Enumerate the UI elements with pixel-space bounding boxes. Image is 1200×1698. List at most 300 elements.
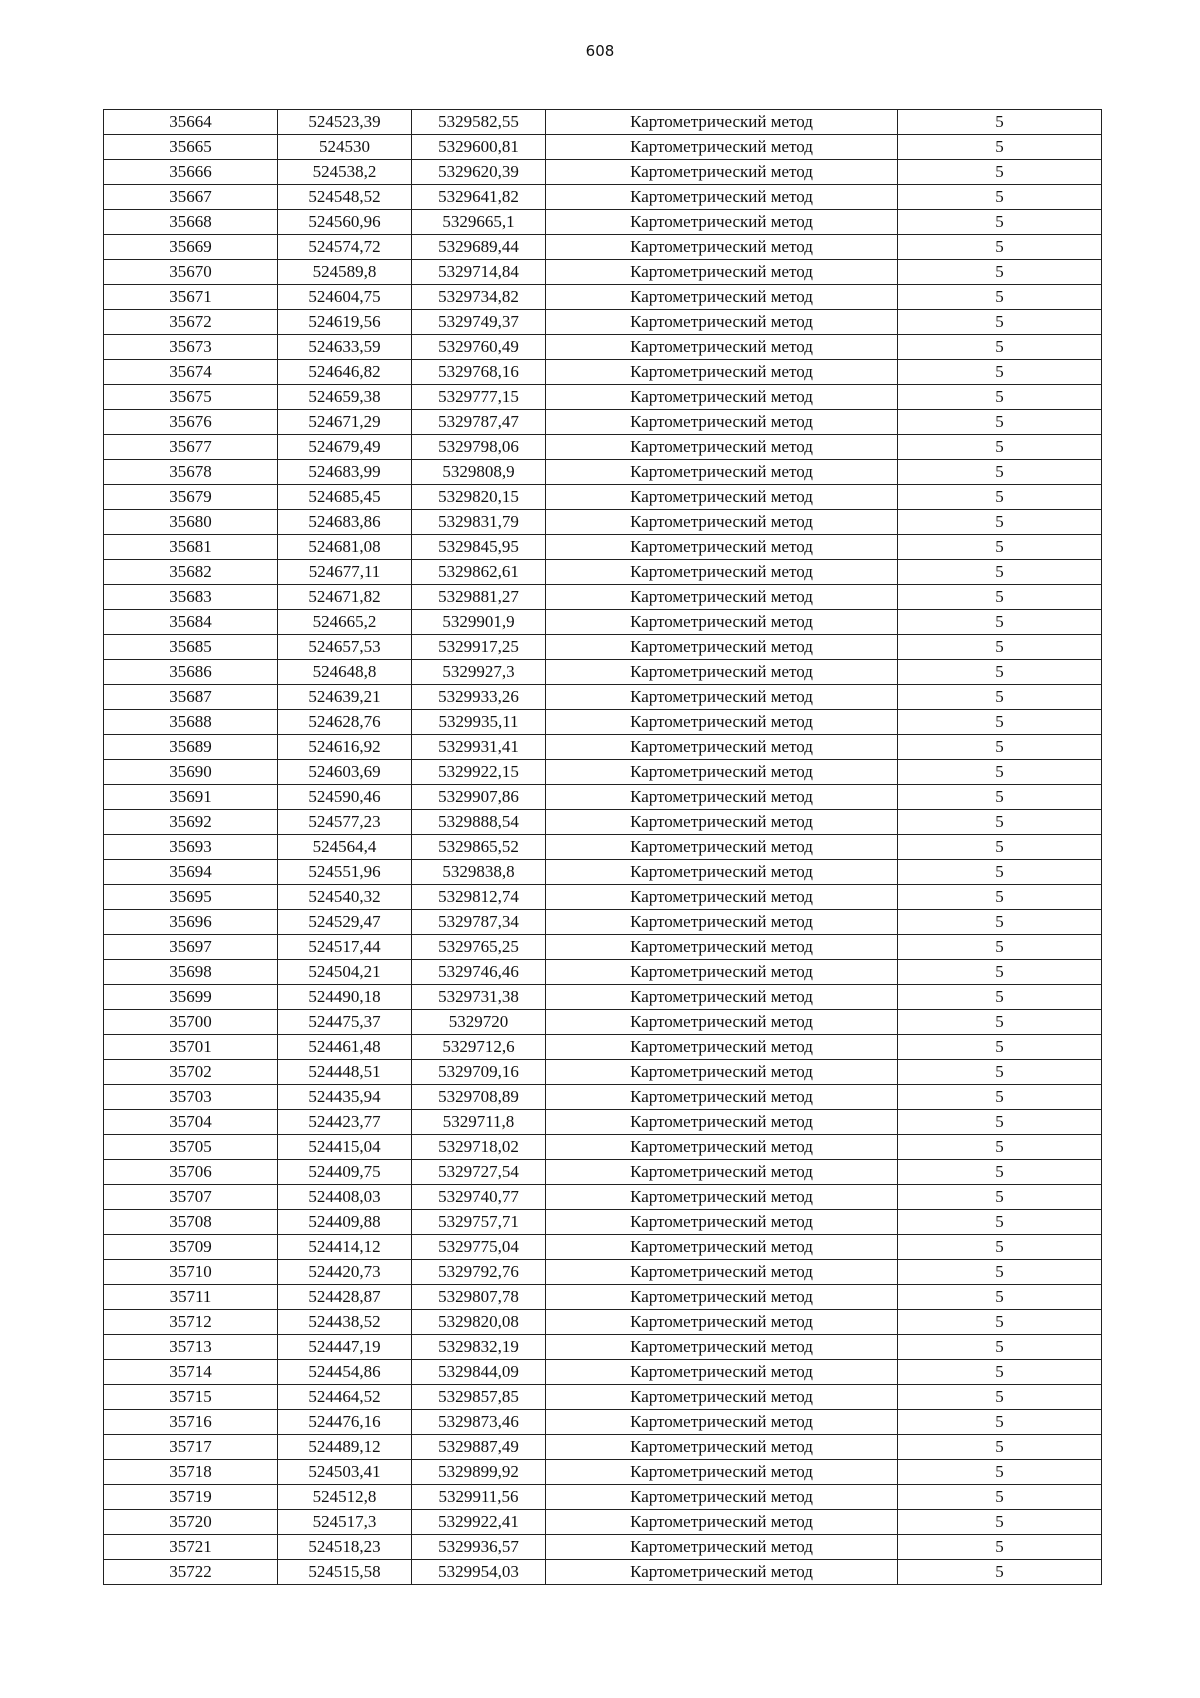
accuracy-cell: 5: [898, 1460, 1102, 1485]
y-coordinate-cell: 5329927,3: [412, 660, 546, 685]
table-row: [104, 185, 1102, 210]
method-cell: Картометрический метод: [546, 1210, 898, 1235]
accuracy-cell: 5: [898, 460, 1102, 485]
point-number-cell: 35715: [104, 1385, 278, 1410]
point-number-cell: 35673: [104, 335, 278, 360]
table-row: [104, 1310, 1102, 1335]
method-cell: Картометрический метод: [546, 135, 898, 160]
table-row: [104, 1535, 1102, 1560]
point-number-cell: 35664: [104, 110, 278, 135]
table-row: [104, 960, 1102, 985]
table-row: [104, 460, 1102, 485]
point-number-cell: 35670: [104, 260, 278, 285]
table-row: [104, 410, 1102, 435]
y-coordinate-cell: 5329689,44: [412, 235, 546, 260]
point-number-cell: 35718: [104, 1460, 278, 1485]
method-cell: Картометрический метод: [546, 360, 898, 385]
table-row: [104, 1560, 1102, 1585]
table-row: [104, 1510, 1102, 1535]
y-coordinate-cell: 5329787,47: [412, 410, 546, 435]
point-number-cell: 35675: [104, 385, 278, 410]
y-coordinate-cell: 5329620,39: [412, 160, 546, 185]
method-cell: Картометрический метод: [546, 510, 898, 535]
method-cell: Картометрический метод: [546, 1335, 898, 1360]
accuracy-cell: 5: [898, 660, 1102, 685]
table-row: [104, 1260, 1102, 1285]
y-coordinate-cell: 5329731,38: [412, 985, 546, 1010]
table-row: [104, 360, 1102, 385]
table-row: [104, 985, 1102, 1010]
accuracy-cell: 5: [898, 1485, 1102, 1510]
method-cell: Картометрический метод: [546, 1410, 898, 1435]
method-cell: Картометрический метод: [546, 1310, 898, 1335]
x-coordinate-cell: 524574,72: [278, 235, 412, 260]
point-number-cell: 35696: [104, 910, 278, 935]
method-cell: Картометрический метод: [546, 1235, 898, 1260]
method-cell: Картометрический метод: [546, 1110, 898, 1135]
accuracy-cell: 5: [898, 110, 1102, 135]
table-row: [104, 560, 1102, 585]
accuracy-cell: 5: [898, 1110, 1102, 1135]
accuracy-cell: 5: [898, 360, 1102, 385]
accuracy-cell: 5: [898, 635, 1102, 660]
point-number-cell: 35711: [104, 1285, 278, 1310]
y-coordinate-cell: 5329838,8: [412, 860, 546, 885]
accuracy-cell: 5: [898, 1285, 1102, 1310]
accuracy-cell: 5: [898, 210, 1102, 235]
x-coordinate-cell: 524490,18: [278, 985, 412, 1010]
point-number-cell: 35678: [104, 460, 278, 485]
x-coordinate-cell: 524657,53: [278, 635, 412, 660]
method-cell: Картометрический метод: [546, 1260, 898, 1285]
table-row: [104, 1085, 1102, 1110]
point-number-cell: 35668: [104, 210, 278, 235]
table-row: [104, 160, 1102, 185]
y-coordinate-cell: 5329708,89: [412, 1085, 546, 1110]
x-coordinate-cell: 524504,21: [278, 960, 412, 985]
accuracy-cell: 5: [898, 860, 1102, 885]
accuracy-cell: 5: [898, 335, 1102, 360]
point-number-cell: 35665: [104, 135, 278, 160]
table-row: [104, 1160, 1102, 1185]
point-number-cell: 35695: [104, 885, 278, 910]
accuracy-cell: 5: [898, 1010, 1102, 1035]
table-row: [104, 310, 1102, 335]
x-coordinate-cell: 524518,23: [278, 1535, 412, 1560]
point-number-cell: 35701: [104, 1035, 278, 1060]
accuracy-cell: 5: [898, 1435, 1102, 1460]
x-coordinate-cell: 524639,21: [278, 685, 412, 710]
y-coordinate-cell: 5329582,55: [412, 110, 546, 135]
y-coordinate-cell: 5329931,41: [412, 735, 546, 760]
accuracy-cell: 5: [898, 1035, 1102, 1060]
accuracy-cell: 5: [898, 910, 1102, 935]
table-row: [104, 585, 1102, 610]
accuracy-cell: 5: [898, 235, 1102, 260]
method-cell: Картометрический метод: [546, 860, 898, 885]
method-cell: Картометрический метод: [546, 585, 898, 610]
y-coordinate-cell: 5329792,76: [412, 1260, 546, 1285]
x-coordinate-cell: 524448,51: [278, 1060, 412, 1085]
method-cell: Картометрический метод: [546, 1560, 898, 1585]
y-coordinate-cell: 5329712,6: [412, 1035, 546, 1060]
y-coordinate-cell: 5329798,06: [412, 435, 546, 460]
y-coordinate-cell: 5329808,9: [412, 460, 546, 485]
y-coordinate-cell: 5329709,16: [412, 1060, 546, 1085]
y-coordinate-cell: 5329954,03: [412, 1560, 546, 1585]
method-cell: Картометрический метод: [546, 535, 898, 560]
table-body: [104, 110, 1102, 1585]
point-number-cell: 35672: [104, 310, 278, 335]
x-coordinate-cell: 524414,12: [278, 1235, 412, 1260]
accuracy-cell: 5: [898, 510, 1102, 535]
point-number-cell: 35676: [104, 410, 278, 435]
x-coordinate-cell: 524420,73: [278, 1260, 412, 1285]
x-coordinate-cell: 524589,8: [278, 260, 412, 285]
table-row: [104, 1060, 1102, 1085]
x-coordinate-cell: 524409,88: [278, 1210, 412, 1235]
accuracy-cell: 5: [898, 1085, 1102, 1110]
y-coordinate-cell: 5329832,19: [412, 1335, 546, 1360]
method-cell: Картометрический метод: [546, 410, 898, 435]
point-number-cell: 35690: [104, 760, 278, 785]
y-coordinate-cell: 5329765,25: [412, 935, 546, 960]
table-row: [104, 210, 1102, 235]
accuracy-cell: 5: [898, 1135, 1102, 1160]
y-coordinate-cell: 5329831,79: [412, 510, 546, 535]
accuracy-cell: 5: [898, 610, 1102, 635]
method-cell: Картометрический метод: [546, 1435, 898, 1460]
x-coordinate-cell: 524515,58: [278, 1560, 412, 1585]
y-coordinate-cell: 5329857,85: [412, 1385, 546, 1410]
accuracy-cell: 5: [898, 160, 1102, 185]
method-cell: Картометрический метод: [546, 1460, 898, 1485]
y-coordinate-cell: 5329936,57: [412, 1535, 546, 1560]
x-coordinate-cell: 524476,16: [278, 1410, 412, 1435]
accuracy-cell: 5: [898, 960, 1102, 985]
accuracy-cell: 5: [898, 485, 1102, 510]
x-coordinate-cell: 524408,03: [278, 1185, 412, 1210]
method-cell: Картометрический метод: [546, 910, 898, 935]
point-number-cell: 35708: [104, 1210, 278, 1235]
accuracy-cell: 5: [898, 685, 1102, 710]
y-coordinate-cell: 5329734,82: [412, 285, 546, 310]
point-number-cell: 35699: [104, 985, 278, 1010]
y-coordinate-cell: 5329899,92: [412, 1460, 546, 1485]
table-row: [104, 760, 1102, 785]
method-cell: Картометрический метод: [546, 310, 898, 335]
point-number-cell: 35720: [104, 1510, 278, 1535]
accuracy-cell: 5: [898, 410, 1102, 435]
method-cell: Картометрический метод: [546, 160, 898, 185]
y-coordinate-cell: 5329845,95: [412, 535, 546, 560]
y-coordinate-cell: 5329933,26: [412, 685, 546, 710]
y-coordinate-cell: 5329917,25: [412, 635, 546, 660]
y-coordinate-cell: 5329600,81: [412, 135, 546, 160]
accuracy-cell: 5: [898, 1535, 1102, 1560]
y-coordinate-cell: 5329862,61: [412, 560, 546, 585]
point-number-cell: 35704: [104, 1110, 278, 1135]
method-cell: Картометрический метод: [546, 610, 898, 635]
method-cell: Картометрический метод: [546, 335, 898, 360]
table-row: [104, 1235, 1102, 1260]
table-row: [104, 710, 1102, 735]
accuracy-cell: 5: [898, 1410, 1102, 1435]
x-coordinate-cell: 524464,52: [278, 1385, 412, 1410]
table-row: [104, 1035, 1102, 1060]
method-cell: Картометрический метод: [546, 485, 898, 510]
point-number-cell: 35697: [104, 935, 278, 960]
method-cell: Картометрический метод: [546, 960, 898, 985]
x-coordinate-cell: 524551,96: [278, 860, 412, 885]
method-cell: Картометрический метод: [546, 985, 898, 1010]
method-cell: Картометрический метод: [546, 835, 898, 860]
accuracy-cell: 5: [898, 260, 1102, 285]
table-row: [104, 1360, 1102, 1385]
accuracy-cell: 5: [898, 185, 1102, 210]
accuracy-cell: 5: [898, 135, 1102, 160]
method-cell: Картометрический метод: [546, 260, 898, 285]
y-coordinate-cell: 5329807,78: [412, 1285, 546, 1310]
accuracy-cell: 5: [898, 885, 1102, 910]
table-row: [104, 660, 1102, 685]
point-number-cell: 35703: [104, 1085, 278, 1110]
method-cell: Картометрический метод: [546, 1385, 898, 1410]
x-coordinate-cell: 524619,56: [278, 310, 412, 335]
table-row: [104, 235, 1102, 260]
y-coordinate-cell: 5329907,86: [412, 785, 546, 810]
method-cell: Картометрический метод: [546, 935, 898, 960]
point-number-cell: 35671: [104, 285, 278, 310]
method-cell: Картометрический метод: [546, 1185, 898, 1210]
y-coordinate-cell: 5329887,49: [412, 1435, 546, 1460]
y-coordinate-cell: 5329865,52: [412, 835, 546, 860]
point-number-cell: 35682: [104, 560, 278, 585]
x-coordinate-cell: 524604,75: [278, 285, 412, 310]
method-cell: Картометрический метод: [546, 110, 898, 135]
table-row: [104, 510, 1102, 535]
x-coordinate-cell: 524530: [278, 135, 412, 160]
accuracy-cell: 5: [898, 935, 1102, 960]
method-cell: Картометрический метод: [546, 1010, 898, 1035]
x-coordinate-cell: 524548,52: [278, 185, 412, 210]
table-row: [104, 1285, 1102, 1310]
x-coordinate-cell: 524489,12: [278, 1435, 412, 1460]
point-number-cell: 35721: [104, 1535, 278, 1560]
table-row: [104, 1485, 1102, 1510]
x-coordinate-cell: 524540,32: [278, 885, 412, 910]
x-coordinate-cell: 524564,4: [278, 835, 412, 860]
point-number-cell: 35684: [104, 610, 278, 635]
table-row: [104, 610, 1102, 635]
x-coordinate-cell: 524665,2: [278, 610, 412, 635]
table-row: [104, 1335, 1102, 1360]
page-number: 608: [585, 42, 615, 60]
point-number-cell: 35674: [104, 360, 278, 385]
point-number-cell: 35722: [104, 1560, 278, 1585]
method-cell: Картометрический метод: [546, 385, 898, 410]
point-number-cell: 35683: [104, 585, 278, 610]
point-number-cell: 35677: [104, 435, 278, 460]
y-coordinate-cell: 5329665,1: [412, 210, 546, 235]
table-row: [104, 1385, 1102, 1410]
x-coordinate-cell: 524616,92: [278, 735, 412, 760]
method-cell: Картометрический метод: [546, 710, 898, 735]
y-coordinate-cell: 5329911,56: [412, 1485, 546, 1510]
accuracy-cell: 5: [898, 435, 1102, 460]
accuracy-cell: 5: [898, 835, 1102, 860]
x-coordinate-cell: 524560,96: [278, 210, 412, 235]
point-number-cell: 35719: [104, 1485, 278, 1510]
method-cell: Картометрический метод: [546, 1485, 898, 1510]
point-number-cell: 35687: [104, 685, 278, 710]
y-coordinate-cell: 5329873,46: [412, 1410, 546, 1435]
table-row: [104, 860, 1102, 885]
table-row: [104, 1460, 1102, 1485]
x-coordinate-cell: 524475,37: [278, 1010, 412, 1035]
accuracy-cell: 5: [898, 735, 1102, 760]
accuracy-cell: 5: [898, 385, 1102, 410]
method-cell: Картометрический метод: [546, 1135, 898, 1160]
table-row: [104, 485, 1102, 510]
x-coordinate-cell: 524503,41: [278, 1460, 412, 1485]
y-coordinate-cell: 5329777,15: [412, 385, 546, 410]
y-coordinate-cell: 5329749,37: [412, 310, 546, 335]
x-coordinate-cell: 524447,19: [278, 1335, 412, 1360]
x-coordinate-cell: 524646,82: [278, 360, 412, 385]
table-row: [104, 385, 1102, 410]
method-cell: Картометрический метод: [546, 1160, 898, 1185]
x-coordinate-cell: 524428,87: [278, 1285, 412, 1310]
y-coordinate-cell: 5329820,08: [412, 1310, 546, 1335]
y-coordinate-cell: 5329720: [412, 1010, 546, 1035]
x-coordinate-cell: 524454,86: [278, 1360, 412, 1385]
point-number-cell: 35694: [104, 860, 278, 885]
x-coordinate-cell: 524683,86: [278, 510, 412, 535]
point-number-cell: 35680: [104, 510, 278, 535]
table-row: [104, 635, 1102, 660]
method-cell: Картометрический метод: [546, 1360, 898, 1385]
coordinates-table: [103, 109, 1102, 1585]
y-coordinate-cell: 5329768,16: [412, 360, 546, 385]
y-coordinate-cell: 5329812,74: [412, 885, 546, 910]
point-number-cell: 35710: [104, 1260, 278, 1285]
y-coordinate-cell: 5329740,77: [412, 1185, 546, 1210]
method-cell: Картометрический метод: [546, 210, 898, 235]
y-coordinate-cell: 5329922,41: [412, 1510, 546, 1535]
method-cell: Картометрический метод: [546, 660, 898, 685]
x-coordinate-cell: 524435,94: [278, 1085, 412, 1110]
method-cell: Картометрический метод: [546, 735, 898, 760]
y-coordinate-cell: 5329746,46: [412, 960, 546, 985]
method-cell: Картометрический метод: [546, 1535, 898, 1560]
point-number-cell: 35712: [104, 1310, 278, 1335]
accuracy-cell: 5: [898, 560, 1102, 585]
table-row: [104, 535, 1102, 560]
y-coordinate-cell: 5329714,84: [412, 260, 546, 285]
accuracy-cell: 5: [898, 310, 1102, 335]
point-number-cell: 35685: [104, 635, 278, 660]
accuracy-cell: 5: [898, 1185, 1102, 1210]
x-coordinate-cell: 524577,23: [278, 810, 412, 835]
point-number-cell: 35709: [104, 1235, 278, 1260]
x-coordinate-cell: 524681,08: [278, 535, 412, 560]
y-coordinate-cell: 5329787,34: [412, 910, 546, 935]
point-number-cell: 35691: [104, 785, 278, 810]
accuracy-cell: 5: [898, 1260, 1102, 1285]
method-cell: Картометрический метод: [546, 1285, 898, 1310]
point-number-cell: 35686: [104, 660, 278, 685]
x-coordinate-cell: 524671,29: [278, 410, 412, 435]
x-coordinate-cell: 524671,82: [278, 585, 412, 610]
y-coordinate-cell: 5329888,54: [412, 810, 546, 835]
method-cell: Картометрический метод: [546, 785, 898, 810]
method-cell: Картометрический метод: [546, 635, 898, 660]
table-row: [104, 1110, 1102, 1135]
y-coordinate-cell: 5329718,02: [412, 1135, 546, 1160]
x-coordinate-cell: 524628,76: [278, 710, 412, 735]
y-coordinate-cell: 5329775,04: [412, 1235, 546, 1260]
accuracy-cell: 5: [898, 1385, 1102, 1410]
x-coordinate-cell: 524512,8: [278, 1485, 412, 1510]
method-cell: Картометрический метод: [546, 1035, 898, 1060]
x-coordinate-cell: 524648,8: [278, 660, 412, 685]
point-number-cell: 35666: [104, 160, 278, 185]
y-coordinate-cell: 5329820,15: [412, 485, 546, 510]
point-number-cell: 35693: [104, 835, 278, 860]
table-row: [104, 935, 1102, 960]
table-row: [104, 135, 1102, 160]
method-cell: Картометрический метод: [546, 235, 898, 260]
x-coordinate-cell: 524685,45: [278, 485, 412, 510]
x-coordinate-cell: 524409,75: [278, 1160, 412, 1185]
x-coordinate-cell: 524633,59: [278, 335, 412, 360]
x-coordinate-cell: 524529,47: [278, 910, 412, 935]
x-coordinate-cell: 524603,69: [278, 760, 412, 785]
y-coordinate-cell: 5329935,11: [412, 710, 546, 735]
table-row: [104, 685, 1102, 710]
y-coordinate-cell: 5329727,54: [412, 1160, 546, 1185]
y-coordinate-cell: 5329757,71: [412, 1210, 546, 1235]
point-number-cell: 35669: [104, 235, 278, 260]
y-coordinate-cell: 5329760,49: [412, 335, 546, 360]
method-cell: Картометрический метод: [546, 460, 898, 485]
point-number-cell: 35679: [104, 485, 278, 510]
point-number-cell: 35700: [104, 1010, 278, 1035]
point-number-cell: 35713: [104, 1335, 278, 1360]
point-number-cell: 35705: [104, 1135, 278, 1160]
method-cell: Картометрический метод: [546, 435, 898, 460]
x-coordinate-cell: 524438,52: [278, 1310, 412, 1335]
accuracy-cell: 5: [898, 985, 1102, 1010]
accuracy-cell: 5: [898, 1210, 1102, 1235]
x-coordinate-cell: 524538,2: [278, 160, 412, 185]
method-cell: Картометрический метод: [546, 1510, 898, 1535]
point-number-cell: 35692: [104, 810, 278, 835]
x-coordinate-cell: 524677,11: [278, 560, 412, 585]
x-coordinate-cell: 524517,3: [278, 1510, 412, 1535]
x-coordinate-cell: 524461,48: [278, 1035, 412, 1060]
y-coordinate-cell: 5329711,8: [412, 1110, 546, 1135]
method-cell: Картометрический метод: [546, 685, 898, 710]
table-row: [104, 910, 1102, 935]
accuracy-cell: 5: [898, 810, 1102, 835]
accuracy-cell: 5: [898, 1235, 1102, 1260]
x-coordinate-cell: 524423,77: [278, 1110, 412, 1135]
table-row: [104, 110, 1102, 135]
point-number-cell: 35716: [104, 1410, 278, 1435]
table-row: [104, 1410, 1102, 1435]
